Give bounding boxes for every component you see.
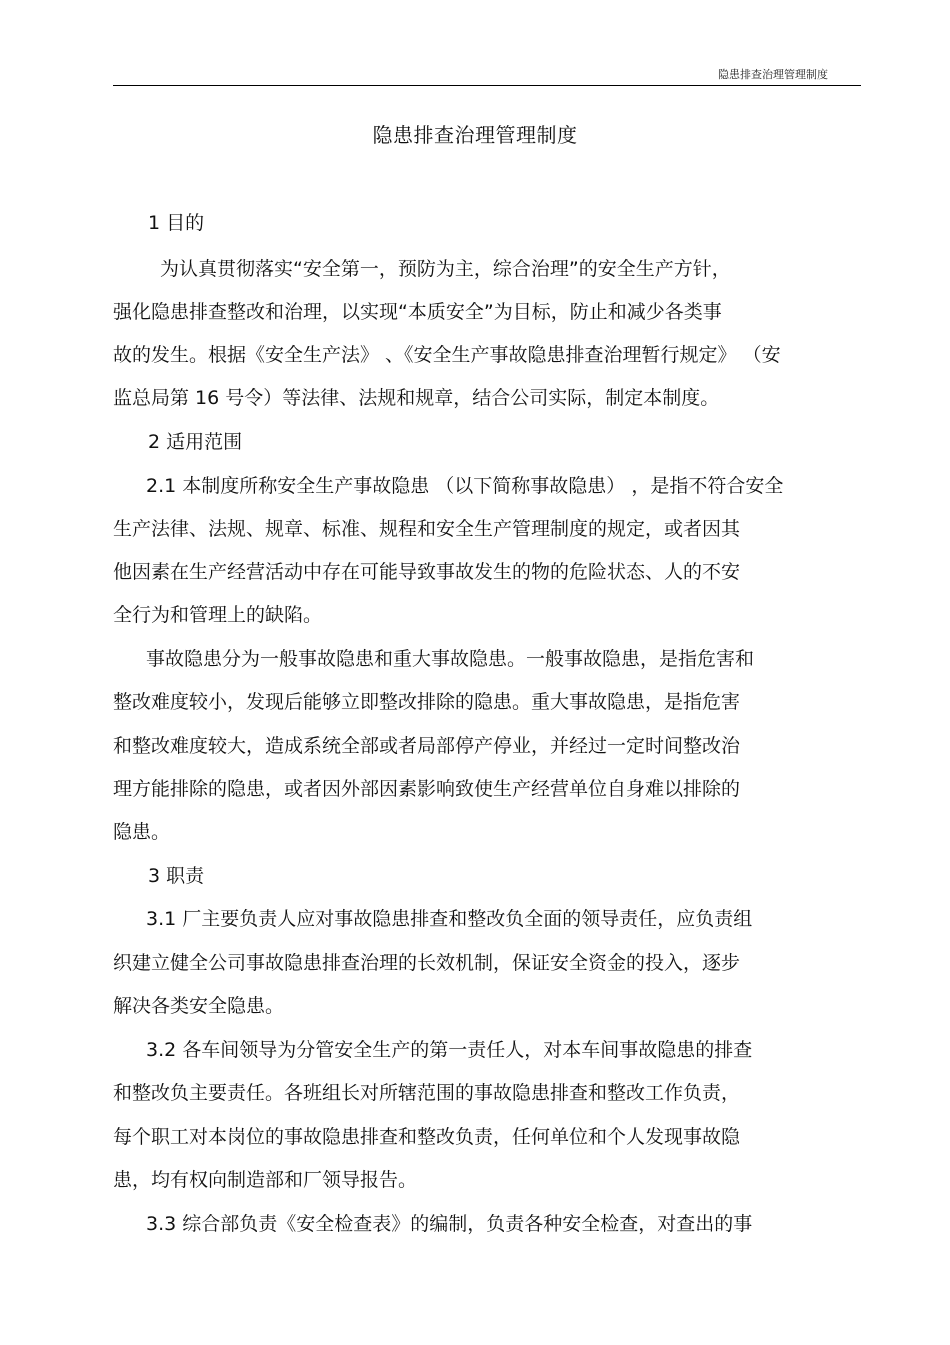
document-title: 隐患排查治理管理制度 xyxy=(372,123,578,147)
section-heading-scope: 2 适用范围 xyxy=(148,431,243,453)
paragraph-line: 解决各类安全隐患。 xyxy=(113,995,285,1017)
paragraph-line: 织建立健全公司事故隐患排查治理的长效机制，保证安全资金的投入，逐步 xyxy=(113,952,741,974)
paragraph-line: 为认真贯彻落实“安全第一，预防为主，综合治理”的安全生产方针， xyxy=(160,258,731,280)
section-heading-purpose: 1 目的 xyxy=(148,212,205,234)
paragraph-line: 每个职工对本岗位的事故隐患排查和整改负责，任何单位和个人发现事故隐 xyxy=(113,1126,741,1148)
paragraph-line: 3.3 综合部负责《安全检查表》的编制，负责各种安全检查，对查出的事 xyxy=(146,1213,753,1235)
paragraph-line: 他因素在生产经营活动中存在可能导致事故发生的物的危险状态、人的不安 xyxy=(113,561,741,583)
paragraph-line: 患，均有权向制造部和厂领导报告。 xyxy=(113,1169,418,1191)
paragraph-line: 整改难度较小，发现后能够立即整改排除的隐患。重大事故隐患，是指危害 xyxy=(113,691,741,713)
paragraph-line: 隐患。 xyxy=(113,821,171,843)
paragraph-line: 强化隐患排查整改和治理，以实现“本质安全”为目标，防止和减少各类事 xyxy=(113,301,722,323)
paragraph-line: 3.2 各车间领导为分管安全生产的第一责任人，对本车间事故隐患的排查 xyxy=(146,1039,753,1061)
paragraph-line: 理方能排除的隐患，或者因外部因素影响致使生产经营单位自身难以排除的 xyxy=(113,778,741,800)
paragraph-line: 和整改难度较大，造成系统全部或者局部停产停业，并经过一定时间整改治 xyxy=(113,735,741,757)
header-rule xyxy=(113,85,861,86)
paragraph-line: 3.1 厂主要负责人应对事故隐患排查和整改负全面的领导责任，应负责组 xyxy=(146,908,753,930)
paragraph-line: 监总局第 16 号令）等法律、法规和规章，结合公司实际，制定本制度。 xyxy=(113,387,720,409)
section-heading-responsibilities: 3 职责 xyxy=(148,865,205,887)
paragraph-line: 事故隐患分为一般事故隐患和重大事故隐患。一般事故隐患，是指危害和 xyxy=(146,648,755,670)
paragraph-line: 全行为和管理上的缺陷。 xyxy=(113,604,323,626)
running-header: 隐患排查治理管理制度 xyxy=(718,68,828,81)
paragraph-line: 和整改负主要责任。各班组长对所辖范围的事故隐患排查和整改工作负责， xyxy=(113,1082,741,1104)
paragraph-line: 故的发生。根据《安全生产法》 、《安全生产事故隐患排查治理暂行规定》 （安 xyxy=(113,344,781,366)
paragraph-line: 2.1 本制度所称安全生产事故隐患 （以下简称事故隐患） ，是指不符合安全 xyxy=(146,475,784,497)
paragraph-line: 生产法律、法规、规章、标准、规程和安全生产管理制度的规定，或者因其 xyxy=(113,518,741,540)
